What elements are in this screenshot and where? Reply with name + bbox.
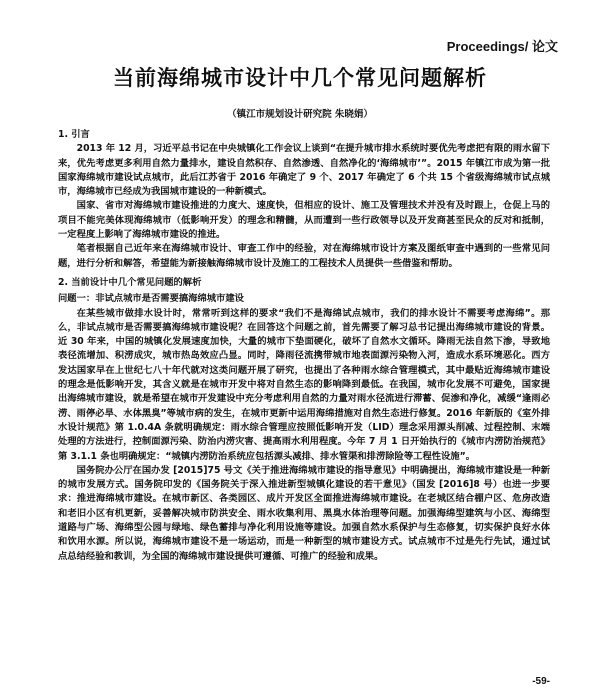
paper-title: 当前海绵城市设计中几个常见问题解析: [113, 66, 487, 90]
question-1-heading: 问题一：非试点城市是否需要搞海绵城市建设: [58, 293, 244, 305]
section-1-paragraph-2: 国家、省市对海绵城市建设推进的力度大、速度快，但相应的设计、施工及管理技术并没有及时跟上，仓促上马的项目不能完美体现海绵城市（低影响开发）的理念和精髓，从而遭到一些行政领导以及开发商甚至民众的反对和抵制，一定程度上影响了海绵城市建设的推进。: [58, 200, 550, 241]
paper-body: [58, 128, 550, 564]
proceedings-header-tag: Proceedings/ 论文: [446, 39, 558, 54]
section-1-paragraph-3: 笔者根据自己近年来在海绵城市设计、审查工作中的经验，对在海绵城市设计方案及图纸审查中遇到的一些常见问题，进行分析和解答，希望能为新接触海绵城市设计及施工的工程技术人员提供一些借鉴和帮助。: [58, 243, 550, 269]
section-1-heading: 1. 引言: [58, 129, 90, 140]
section-2-heading: 2. 当前设计中几个常见问题的解析: [58, 276, 202, 288]
question-1-paragraph-1: 在某些城市做排水设计时，常常听到这样的要求“我们不是海绵试点城市，我们的排水设计不需要考虑海绵”。那么，非试点城市是否需要搞海绵城市建设呢？在回答这个问题之前，首先需要了解习总书记提出海绵城市建设的背景。近 30 年来，中国的城镇化发展速度加快，大量的城市下垫面硬化，破坏了自然水文循环。降雨无法自然下渗，导致地表径流增加、积涝成灾，城市热岛效应凸显。同时，降雨径流携带城市地表面源污染物入河，造成水系环境恶化。西方发达国家早在上世纪七八十年代就对这类问题开展了研究，也提出了各种雨水综合管理模式，其中最贴近海绵城市建设的理念是低影响开发，其含义就是在城市开发中将对自然生态的影响降到最低。在我国，城市化发展不可避免，国家提出海绵城市建设，就是希望在城市开发建设中充分考虑利用自然的力量对雨水径流进行滞蓄、促渗和净化，减缓“逢雨必涝、雨停必旱、水体黑臭”等城市病的发生，在城市更新中运用海绵措施对自然生态进行修复。2016 年新版的《室外排水设计规范》第 1.0.4A 条就明确规定：雨水综合管理应按照低影响开发（LID）理念采用源头削减、过程控制、末端处理的方法进行，控制面源污染、防治内涝灾害、提高雨水利用程度。今年 7 月 1 日开始执行的《城市内涝防治规范》第 3.1.1 条也明确规定：“城镇内涝防治系统应包括源头减排、排水管渠和排涝除险等工程性设施”。: [58, 307, 550, 462]
author-affiliation: （镇江市规划设计研究院 朱晓娟）: [227, 109, 373, 120]
question-1-paragraph-2: 国务院办公厅在国办发 [2015]75 号文《关于推进海绵城市建设的指导意见》中明确提出，海绵城市建设是一种新的城市发展方式。国务院印发的《国务院关于深入推进新型城镇化建设的若干意见》（国发 [2016]8 号）也进一步要求：推进海绵城市建设。在城市新区、各类园区、成片开发区全面推进海绵城市建设。在老城区结合棚户区、危房改造和老旧小区有机更新，妥善解决城市防洪安全、雨水收集利用、黑臭水体治理等问题。加强海绵型建筑与小区、海绵型道路与广场、海绵型公园与绿地、绿色蓄排与净化利用设施等建设。加强自然水系保护与生态修复，切实保护良好水体和饮用水源。所以说，海绵城市建设不是一场运动，而是一种新型的城市建设方式。试点城市不过是先行先试，通过试点总结经验和教训，为全国的海绵城市建设提供可遵循、可推广的经验和成果。: [58, 464, 550, 562]
page-number: -59-: [532, 676, 550, 687]
section-1-paragraph-1: 2013 年 12 月，习近平总书记在中央城镇化工作会议上谈到“在提升城市排水系统时要优先考虑把有限的雨水留下来，优先考虑更多利用自然力量排水，建设自然积存、自然渗透、自然净化的‘海绵城市’”。2015 年镇江市成为第一批国家海绵城市建设试点城市，此后江苏省于 2016 年确定了 9 个、2017 年确定了 6 个共 15 个省级海绵城市试点城市，海绵城市已经成为我国城市建设的一种新模式。: [58, 143, 550, 198]
